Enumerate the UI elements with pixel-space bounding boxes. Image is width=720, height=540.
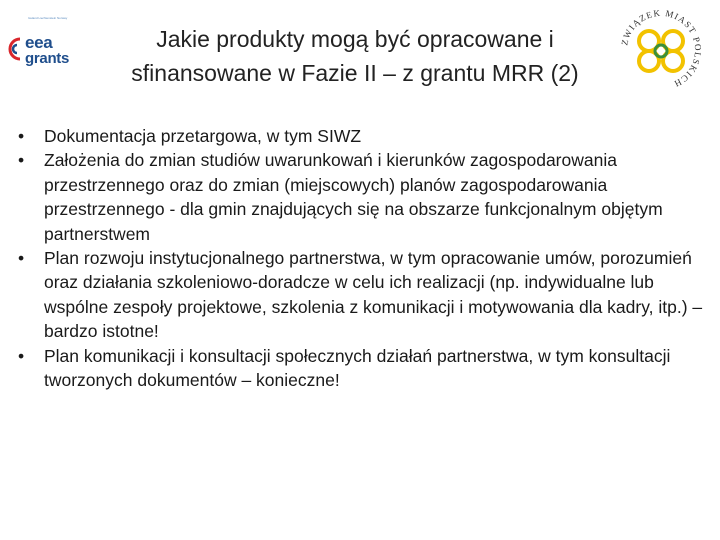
zmp-ring-text: ZWIĄZEK MIAST P LSKICH [620, 8, 702, 90]
bullet-text: Plan komunikacji i konsultacji społecznych działań partnerstwa, w tym konsultacji tworzonych dokumentów – konieczne! [44, 345, 671, 391]
bullet-item [18, 148, 708, 246]
bullet-item [18, 246, 708, 344]
bullet-marker: • [18, 345, 25, 366]
eea-grants-icon [8, 36, 24, 62]
bullet-text: Plan rozwoju instytucjonalnego partnerstwa, w tym opracowanie umów, porozumień oraz działania szkoleniowo-doradcze w celu ich realizacji (np. indywidualne lub wspólne zespoły projektowe, szkolenia z komunikacji i motywowania dla kadry, itp.) – bardzo istotne! [44, 248, 703, 342]
bullet-marker: • [18, 126, 25, 146]
eea-grants-logo [8, 16, 74, 72]
bullet-list [18, 124, 708, 392]
eea-logo-small-text: Iceland Liechtenstein Norway [28, 16, 68, 20]
bullet-marker: • [18, 248, 25, 269]
slide-title: Jakie produkty mogą być opracowane i sfinansowane w Fazie II – z grantu MRR (2) [131, 26, 579, 86]
zmp-logo [620, 8, 702, 92]
grants-logo-word: grants [25, 50, 70, 67]
eea-logo-word: eea [25, 33, 53, 52]
bullet-text: Założenia do zmian studiów uwarunkowań i kierunków zagospodarowania przestrzennego oraz do zmian (miejscowych) planów zagospodarowania przestrzennego - dla gmin znajdujących się na obszarze funkcjonalnym objętym partnerstwem [44, 150, 663, 244]
zmp-emblem-icon [620, 8, 702, 92]
bullet-item [18, 124, 708, 148]
bullet-item [18, 344, 708, 393]
bullet-text: Dokumentacja przetargowa, w tym SIWZ [44, 126, 362, 146]
bullet-marker: • [18, 150, 25, 171]
